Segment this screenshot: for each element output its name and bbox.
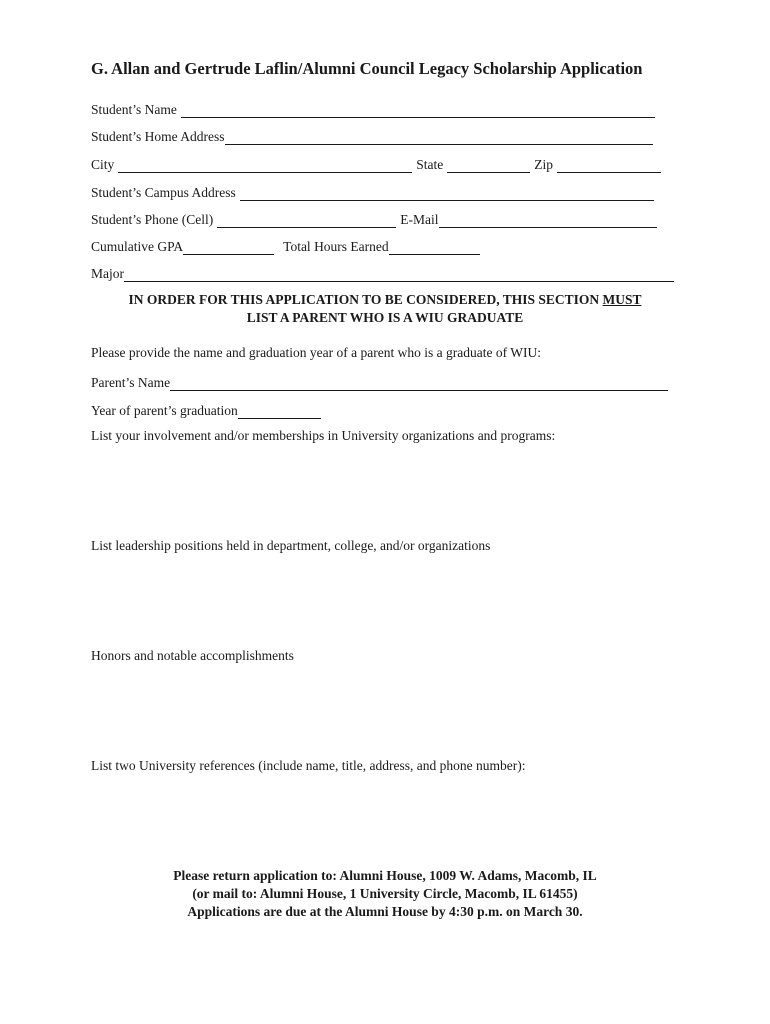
phone-label: Student’s Phone (Cell) — [91, 212, 214, 227]
parent-intro: Please provide the name and graduation year of a parent who is a graduate of WIU: — [91, 345, 541, 360]
return-instructions — [0, 867, 770, 921]
grad-year-label: Year of parent’s graduation — [91, 403, 238, 418]
home-address-row — [91, 125, 653, 145]
grad-year-field[interactable] — [238, 404, 321, 419]
campus-address-row — [91, 181, 654, 201]
city-field[interactable] — [118, 158, 412, 173]
hours-label: Total Hours Earned — [283, 239, 389, 254]
major-row — [91, 262, 674, 282]
email-label: E-Mail — [400, 212, 439, 227]
zip-label: Zip — [534, 157, 554, 172]
form-title: G. Allan and Gertrude Laflin/Alumni Council Legacy Scholarship Application — [91, 59, 643, 78]
mail-address: (or mail to: Alumni House, 1 University Circle, Macomb, IL 61455) — [192, 886, 578, 901]
parent-name-field[interactable] — [170, 376, 668, 391]
hours-field[interactable] — [389, 240, 480, 255]
involvement-prompt: List your involvement and/or memberships in University organizations and programs: — [91, 428, 556, 443]
state-field[interactable] — [447, 158, 530, 173]
student-name-field[interactable] — [181, 103, 655, 118]
student-name-row — [91, 98, 655, 118]
references-prompt: List two University references (include name, title, address, and phone number): — [91, 758, 526, 773]
zip-field[interactable] — [557, 158, 661, 173]
email-field[interactable] — [439, 213, 657, 228]
home-address-label: Student’s Home Address — [91, 129, 225, 144]
campus-address-label: Student’s Campus Address — [91, 185, 236, 200]
phone-field[interactable] — [217, 213, 396, 228]
notice-emphasis: MUST — [602, 292, 642, 307]
major-field[interactable] — [124, 267, 674, 282]
major-label: Major — [91, 266, 124, 281]
grad-year-row — [91, 399, 321, 419]
honors-prompt: Honors and notable accomplishments — [91, 648, 294, 663]
gpa-field[interactable] — [183, 240, 274, 255]
parent-name-row — [91, 371, 668, 391]
parent-name-label: Parent’s Name — [91, 375, 171, 390]
home-address-field[interactable] — [225, 130, 653, 145]
student-name-label: Student’s Name — [91, 102, 177, 117]
state-label: State — [416, 157, 444, 172]
phone-email-row — [91, 208, 657, 228]
gpa-hours-row — [91, 235, 480, 255]
campus-address-field[interactable] — [240, 186, 654, 201]
leadership-prompt: List leadership positions held in department, college, and/or organizations — [91, 538, 491, 553]
notice-line1: IN ORDER FOR THIS APPLICATION TO BE CONSIDERED, THIS SECTION — [128, 292, 600, 307]
city-state-zip-row — [91, 153, 661, 173]
due-date: Applications are due at the Alumni House by 4:30 p.m. on March 30. — [187, 904, 583, 919]
parent-requirement-notice — [91, 291, 679, 327]
return-address: Please return application to: Alumni House, 1009 W. Adams, Macomb, IL — [173, 868, 597, 883]
notice-line2: LIST A PARENT WHO IS A WIU GRADUATE — [246, 310, 524, 325]
city-label: City — [91, 157, 115, 172]
gpa-label: Cumulative GPA — [91, 239, 184, 254]
